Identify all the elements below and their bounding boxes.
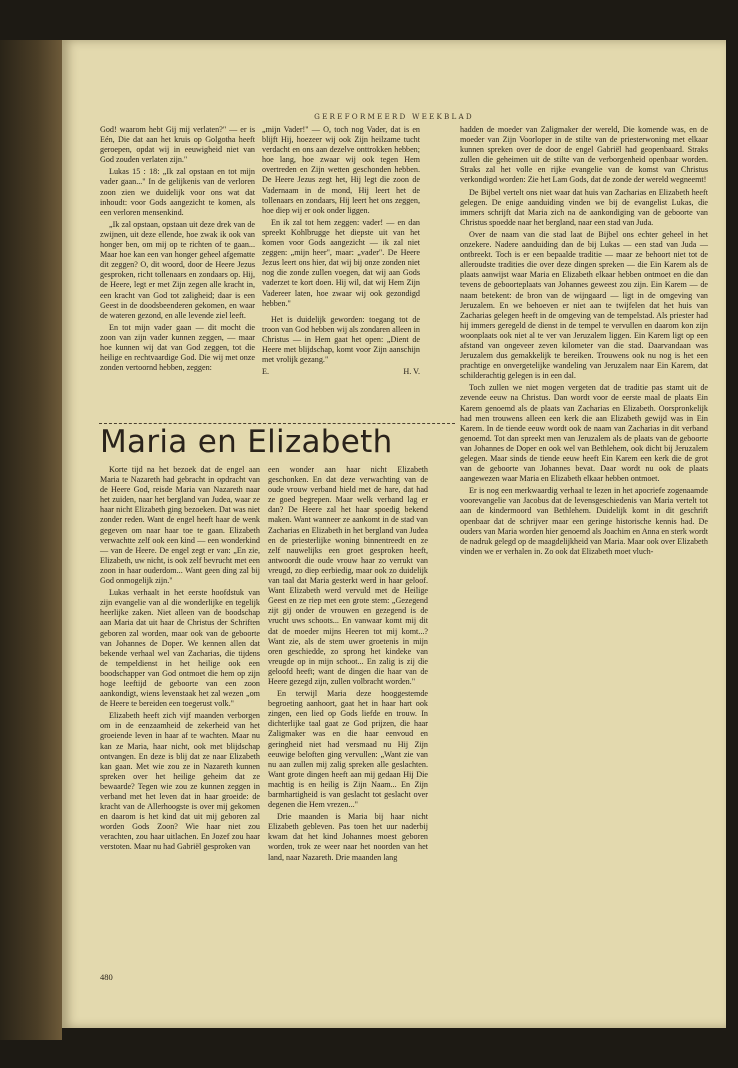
paragraph: Toch zullen we niet mogen vergeten dat de traditie pas stamt uit de zevende eeuw na Christus. Dan wordt voor de eerste maal de plaats Ein Karem genoemd als de plaats van Zacharias en Elizabeth. Oorspronkelijk had men trouwens alleen een kerk die aan Elizabeth gewijd was in Ein Karem. In de tiende eeuw wordt ook de naam van Zacharias in dit verband genoemd. Tot dan spreekt men van Jeruzalem als de plaats van de geboorte van Johannes de Doper en ook wel van Bethlehem, ook dicht bij Jeruzalem gelegen. Maar sinds de tiende eeuw heeft Ein Karem een kerk die de grot van de geboorte van Johannes bevat. Daar wordt nu ook de plaats aangewezen waar Maria en Elizabeth elkaar hebben ontmoet.	[460, 383, 708, 484]
paragraph: „Ik zal opstaan, opstaan uit deze drek van de zwijnen, uit deze ellende, hoe zwak ik ook van honger ben, om mij op te richten of te gaan... Maar hoe kan een van honger geheel afgematte dit zeggen? O, dit woord, door de Heere Jezus gesproken, richt tollenaars en zondaars op. Hij, de Heere, legt er met Zijn zegen alle kracht in, een kracht van God tot zaligheid; daar is een Geest in de doodsbeenderen gekomen, en waar de wateren gezond, en alle levende ziel leeft.	[100, 219, 255, 320]
paragraph: Lukas 15 : 18: „Ik zal opstaan en tot mijn vader gaan..." In de gelijkenis van de verloren zoon zien we duidelijk voor ons wat dat inhoudt: voor Gods aangezicht te komen, als een verloren mensenkind.	[100, 167, 255, 217]
paragraph: Het is duidelijk geworden: toegang tot de troon van God hebben wij als zondaren alleen in Christus — in Hem gaat het open: „Dient de Heere met blijdschap, komt voor Zijn aanschijn met vrolijk gezang."	[262, 314, 420, 365]
paragraph: Er is nog een merkwaardig verhaal te lezen in het apocriefe zogenaamde voorevangelie van Jacobus dat de levensgeschiedenis van Maria vertelt tot aan de kindermoord van Bethlehem. Duidelijk komt in dit geschrift openbaar dat de schrijver maar een geringe historische kennis had. De ouders van Maria worden hier genoemd als Joachim en Anna en sterk wordt de nadruk gelegd op de maagdelijkheid van Maria. Maar ook over Elizabeth vinden we er verhalen in. Zo ook dat Elizabeth moet vluch-	[460, 486, 708, 556]
article-column-1	[100, 465, 260, 970]
previous-article-column-1	[100, 125, 255, 417]
paragraph: En terwijl Maria deze hooggestemde begroeting aanhoort, gaat het in haar hart ook zingen, een lied op Gods liefde en trouw. In dichterlijke taal gaat ze God prijzen, die haar Zaligmaker was en die haar eenvoud en geringheid niet had versmaad nu Hij Zijn eeuwige beloften ging vervullen: „Want zie van nu aan zullen mij zalig spreken alle geslachten. Want grote dingen heeft aan mij gedaan Hij Die machtig is en heilig is Zijn Naam... En Zijn barmhartigheid is van geslacht tot geslacht over degenen die Hem vrezen..."	[268, 689, 428, 810]
paragraph: Lukas verhaalt in het eerste hoofdstuk van zijn evangelie van al die wonderlijke en tegelijk heerlijke zaken. Niet alleen van de boodschap aan Maria dat uit haar de Christus der Schriften geboren zal worden, maar ook van de geboorte van Johannes de Doper. We kennen allen dat bekende verhaal wel van Zacharias, die tijdens de tempeldienst in het heilige ook een boodschapper van God ontmoet die hem op zijn hoge leeftijd de geboorte van een zoon aankondigt, wiens levenstaak het zal wezen „om de Heere te bereiden een toegerust volk."	[100, 588, 260, 709]
signature-left: E.	[262, 367, 269, 377]
paragraph: En tot mijn vader gaan — dit mocht die zoon van zijn vader kunnen zeggen, — maar hoe kunnen wij dat van God zeggen, tot die heilige en rechtvaardige God. Die wij met onze zonden vertoornd hebben, zeggen:	[100, 322, 255, 373]
article-title: Maria en Elizabeth	[100, 424, 393, 460]
page-number: 480	[100, 972, 113, 982]
previous-article-column-2	[262, 125, 420, 417]
paragraph: God! waarom hebt Gij mij verlaten?" — er is Eén, Die dat aan het kruis op Golgotha heeft geroepen, opdat wij in eeuwigheid niet van God zouden verlaten zijn."	[100, 125, 255, 165]
book-spine	[0, 40, 62, 1040]
article-column-2	[268, 465, 428, 970]
paragraph: „mijn Vader!" — O, toch nog Vader, dat is en blijft Hij, hoezeer wij ook Zijn heilzame tucht verdacht en ons aan dezelve onttrokken hebben; hoe lang, hoe zwaar wij ook tegen Hem overtreden en Zijn wetten geschonden hebben. De Heere Jezus zegt het, Hij legt die zoon de Vadernaam in de mond, Hij leert het de tollenaars en zondaars, Hij leert het ons zeggen, hoe diep wij er ook onder liggen.	[262, 125, 420, 215]
running-head: GEREFORMEERD WEEKBLAD	[314, 112, 474, 121]
article-column-3	[460, 125, 708, 985]
signature-right: H. V.	[403, 367, 420, 377]
author-signature	[262, 367, 420, 377]
paragraph: hadden de moeder van Zaligmaker der wereld, Die komende was, en de moeder van Zijn Voorloper in de stilte van de priesterwoning met elkaar kunnen spreken over de door de engel Gabriël had geopenbaard. Straks zullen die geheimen uit de stilte van de verborgenheid openbaar worden. Straks zal het volle en rijke evangelie van de komst van Christus verkondigd worden: Zie het Lam Gods, dat de zonde der wereld wegneemt!	[460, 125, 708, 185]
paragraph: Over de naam van die stad laat de Bijbel ons echter geheel in het onzekere. Nadere aanduiding dan de bij Lukas — een stad van Juda — ontbreekt. Toch is er een bepaalde traditie — maar ze behoort niet tot de alleroudste tradities die over deze dingen spreken — die Ein Karem als de plaats aanwijst waar Maria en Elizabeth elkaar hebben ontmoet en die dan tevens de geboorteplaats van Johannes geweest zou zijn. Ein Karem — de naam betekent: de bron van de wijngaard — ligt in de omgeving van Jeruzalem. En we behoeven er niet aan te twijfelen dat het huis van Zacharias gelegen heeft in de omgeving van de tempelstad. Als priester had hij immers geregeld de dienst in de tempel te vervullen en daarom kon zijn woonplaats ook niet al te ver van Jeruzalem liggen. Ein Karem ligt op een afstand van ongeveer zeven kilometer van die stad. Daarvandaan was Jeruzalem dus gemakkelijk te bereiken. Trouwens ook nu nog is het een prachtige en onvergetelijke wandeling van Jeruzalem naar Ein Karem, dat schilderachtig gelegen is in een dal.	[460, 229, 708, 381]
paragraph: een wonder aan haar nicht Elizabeth geschonken. En dat deze verwachting van de oude vrouw verband hield met de hare, dat had ze goed begrepen. Maar welk verband lag er dan? De Heere zal het haar spoedig bekend maken. Want wanneer ze aankomt in de stad van Zacharias en Elizabeth in het bergland van Judea en de priesterlijke woning binnentreedt en ze zelf nauwelijks een groet gesproken heeft, antwoordt die oude vrouw haar zo verrukt van vreugd, zo diep eerbiedig, maar ook zo duidelijk van taal dat Maria gesterkt werd in haar geloof. Want Elizabeth werd vervuld met de Heilige Geest en ze riep met een grote stem: „Gezegend zijt gij onder de vrouwen en gezegend is de vrucht uws schoots... En vanwaar komt mij dit dat de moeder mijns Heeren tot mij komt...? Want zie, als de stem uwer groetenis in mijn oren geschiedde, zo sprong het kindeke van vreugde op in mijn schoot... En zalig is zij die geloofd heeft; want de dingen die haar van de Heere gezegd zijn, zullen volbracht worden."	[268, 465, 428, 686]
paragraph: Korte tijd na het bezoek dat de engel aan Maria te Nazareth had gebracht in opdracht van de Heere God, reisde Maria van Nazareth naar het zuiden, naar het bergland van Judea, waar ze haar nicht Elizabeth ging bezoeken. Dat was niet zonder reden. Want de engel heeft haar de wenk gegeven om naar haar toe te gaan. Elizabeth verwachtte zelf ook een kind — een wonderkind — van de Heere. De engel zegt er van: „En zie, Elizabeth, uw nicht, is ook zelf bevrucht met een zoon in haar ouderdom... Want geen ding zal bij God onmogelijk zijn."	[100, 465, 260, 586]
paragraph: En ik zal tot hem zeggen: vader! — en dan spreekt Kohlbrugge het diepste uit van het komen voor Gods aangezicht — ik zal niet zeggen: „mijn heer", maar: „vader". De Heere Jezus leert ons hier, dat wij bij onze zonden niet nog die zonde zullen voegen, dat wij aan Gods vaderzet te kort doen. Hij wil, dat wij Hem Zijn Vadereer laten, hoe zwaar wij ook gezondigd hebben."	[262, 217, 420, 308]
magazine-page	[62, 40, 726, 1028]
paragraph: Drie maanden is Maria bij haar nicht Elizabeth gebleven. Pas toen het uur naderbij kwam dat het kind Johannes moest geboren worden, trok ze weer naar het noorden van het land, naar Nazareth. Drie maanden lang	[268, 812, 428, 862]
paragraph: De Bijbel vertelt ons niet waar dat huis van Zacharias en Elizabeth heeft gelegen. De enige aanduiding vinden we bij de evangelist Lukas, die immers schrijft dat Maria zich na de aankondiging van de geboorte van Christus spoedde naar het bergland, naar een stad van Juda.	[460, 187, 708, 227]
paragraph: Elizabeth heeft zich vijf maanden verborgen om in de eenzaamheid de zekerheid van het groeiende leven in haar af te wachten. Maar nu kan ze Maria, haar nicht, ook met blijdschap ontvangen. En deze is blij dat ze naar Elizabeth kan gaan. Met wie zou ze in Nazareth kunnen spreken over het heilige geheim dat ze bewaarde? Tegen wie zou ze kunnen zeggen in verband met het leven dat in haar groeide: de kracht van de Allerhoogste is over mij gekomen en daarom is het kind dat uit mij geboren zal worden Gods Zoon? Wie haar niet zou verachten, zou haar uitlachen. En Jozef zou haar verstoten. Maar nu had Gabriël gesproken van	[100, 711, 260, 852]
